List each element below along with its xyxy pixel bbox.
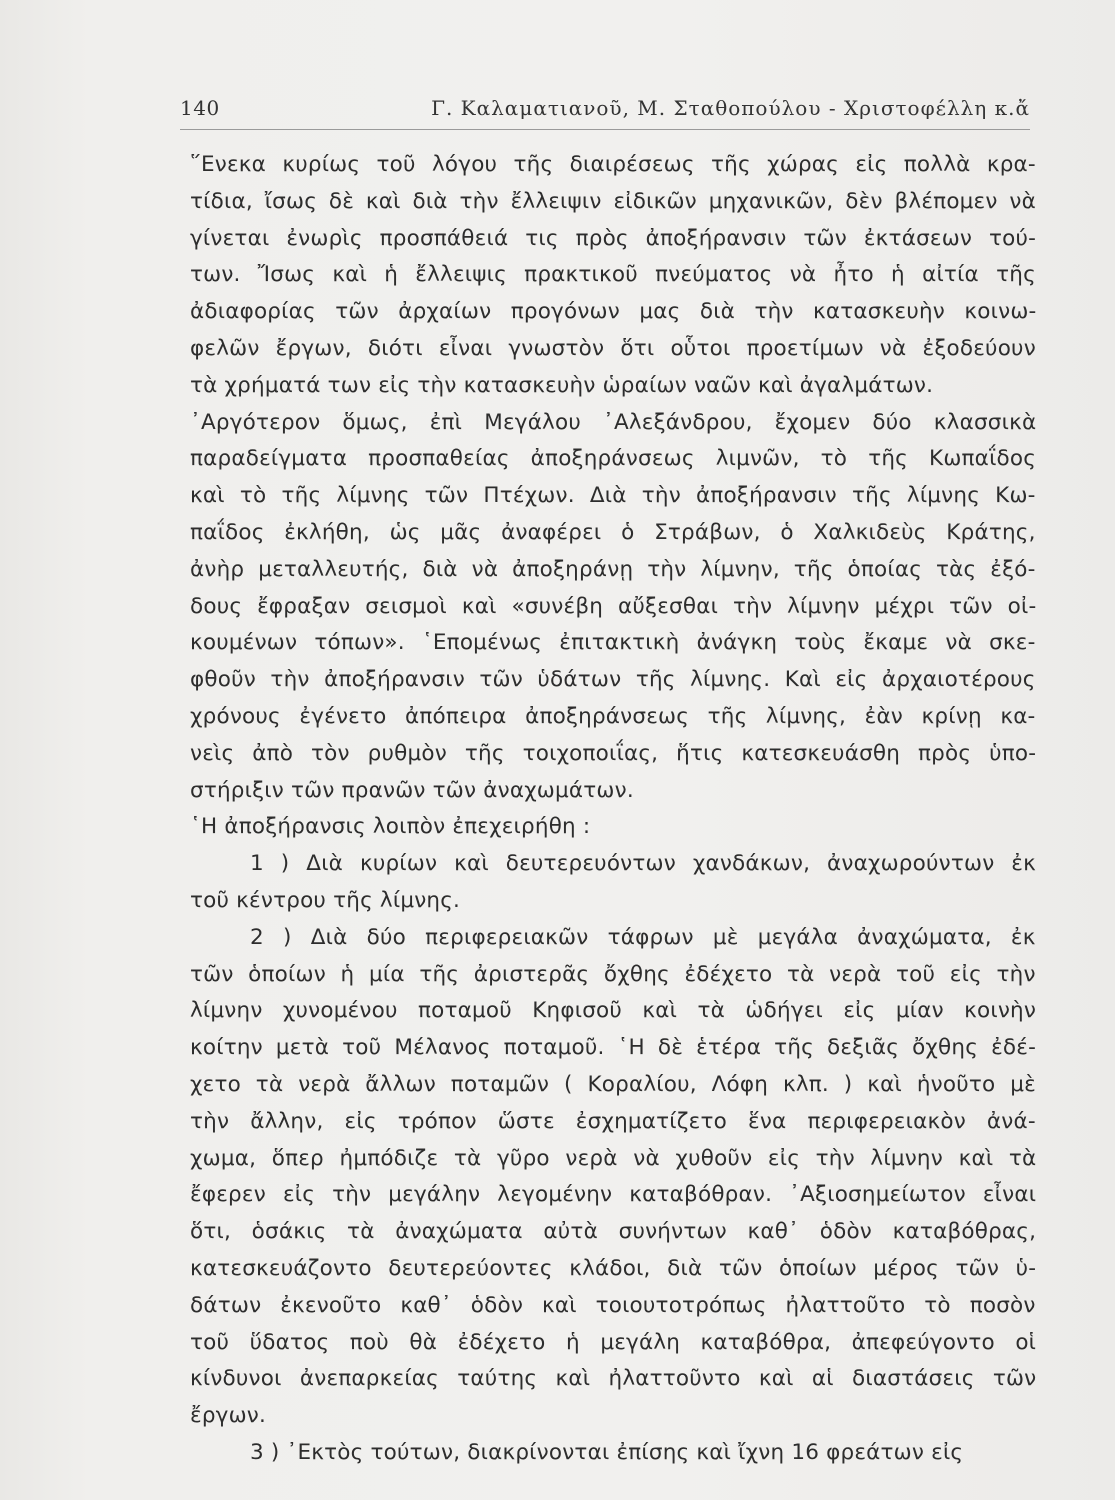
text-line: λίμνην χυνομένου ποταμοῦ Κηφισοῦ καὶ τὰ ὡδήγει εἰς μίαν κοινὴν [190,998,1037,1023]
text-line: κοίτην μετὰ τοῦ Μέλανος ποταμοῦ. ῾Η δὲ ἑτέρα τῆς δεξιᾶς ὄχθης ἐδέ- [190,1035,1037,1060]
text-line: δους ἔφραξαν σεισμοὶ καὶ «συνέβη αὔξεσθαι τὴν λίμνην μέχρι τῶν οἰ- [190,594,1037,619]
text-line: στήριξιν τῶν πρανῶν τῶν ἀναχωμάτων. [190,778,634,803]
text-line: χετο τὰ νερὰ ἄλλων ποταμῶν ( Κοραλίου, Λόφη κλπ. ) καὶ ἡνοῦτο μὲ [190,1072,1036,1097]
text-line: 3 ) ᾿Εκτὸς τούτων, διακρίνονται ἐπίσης καὶ ἴχνη 16 φρεάτων εἰς [250,1440,964,1465]
page-header [180,96,1030,126]
text-line: τῶν ὁποίων ἡ μία τῆς ἀριστερᾶς ὄχθης ἐδέχετο τὰ νερὰ τοῦ εἰς τὴν [190,962,1036,987]
text-line: 1 ) Διὰ κυρίων καὶ δευτερευόντων χανδάκων, ἀναχωρούντων ἐκ [250,851,1037,876]
text-line: νεὶς ἀπὸ τὸν ρυθμὸν τῆς τοιχοποιΐας, ἥτις κατεσκευάσθη πρὸς ὑπο- [190,741,1037,766]
text-line: ᾿Αργότερον ὅμως, ἐπὶ Μεγάλου ᾿Αλεξάνδρου, ἔχομεν δύο κλασσικὰ [190,410,1037,435]
text-line: ἀδιαφορίας τῶν ἀρχαίων προγόνων μας διὰ τὴν κατασκευὴν κοινω- [190,299,1037,324]
text-line: παΐδος ἐκλήθη, ὡς μᾶς ἀναφέρει ὁ Στράβων, ὁ Χαλκιδεὺς Κράτης, [190,520,1036,545]
text-line: φθοῦν τὴν ἀποξήρανσιν τῶν ὑδάτων τῆς λίμνης. Καὶ εἰς ἀρχαιοτέρους [190,667,1036,692]
text-line: τοῦ ὕδατος ποὺ θὰ ἐδέχετο ἡ μεγάλη καταβόθρα, ἀπεφεύγοντο οἱ [190,1330,1037,1355]
text-line: τὰ χρήματά των εἰς τὴν κατασκευὴν ὡραίων ναῶν καὶ ἀγαλμάτων. [190,373,934,398]
text-line: ἀνὴρ μεταλλευτής, διὰ νὰ ἀποξηράνῃ τὴν λίμνην, τῆς ὁποίας τὰς ἐξό- [190,557,1036,582]
text-line: δάτων ἐκενοῦτο καθ᾿ ὁδὸν καὶ τοιουτοτρόπως ἠλαττοῦτο τὸ ποσὸν [190,1293,1036,1318]
text-line: τίδια, ἴσως δὲ καὶ διὰ τὴν ἔλλειψιν εἰδικῶν μηχανικῶν, δὲν βλέπομεν νὰ [190,189,1037,214]
text-line: κίνδυνοι ἀνεπαρκείας ταύτης καὶ ἠλαττοῦντο καὶ αἱ διαστάσεις τῶν [190,1366,1037,1391]
text-line: χρόνους ἐγένετο ἀπόπειρα ἀποξηράνσεως τῆς λίμνης, ἐὰν κρίνῃ κα- [190,704,1036,729]
text-line: κατεσκευάζοντο δευτερεύοντες κλάδοι, διὰ τῶν ὁποίων μέρος τῶν ὑ- [190,1256,1037,1281]
text-line: ἔφερεν εἰς τὴν μεγάλην λεγομένην καταβόθραν. ᾿Αξιοσημείωτον εἶναι [190,1182,1037,1207]
text-line: 2 ) Διὰ δύο περιφερειακῶν τάφρων μὲ μεγάλα ἀναχώματα, ἐκ [250,925,1036,950]
running-head: Γ. Καλαματιανοῦ, Μ. Σταθοπούλου - Χριστοφέλλη κ.ἄ [431,96,1030,120]
text-line: παραδείγματα προσπαθείας ἀποξηράνσεως λιμνῶν, τὸ τῆς Κωπαΐδος [190,446,1037,471]
text-line: χωμα, ὅπερ ἠμπόδιζε τὰ γῦρο νερὰ νὰ χυθοῦν εἰς τὴν λίμνην καὶ τὰ [190,1146,1037,1171]
text-line: τὴν ἄλλην, εἰς τρόπον ὥστε ἐσχηματίζετο ἕνα περιφερειακὸν ἀνά- [190,1109,1036,1134]
text-line: ῾Η ἀποξήρανσις λοιπὸν ἐπεχειρήθη : [190,814,591,839]
text-line: ῞Ενεκα κυρίως τοῦ λόγου τῆς διαιρέσεως τῆς χώρας εἰς πολλὰ κρα- [190,152,1036,177]
text-line: τοῦ κέντρου τῆς λίμνης. [190,888,461,913]
text-line: κουμένων τόπων». ῾Επομένως ἐπιτακτικὴ ἀνάγκη τοὺς ἔκαμε νὰ σκε- [190,630,1036,655]
page-number: 140 [180,96,220,120]
header-rule [180,129,1030,130]
text-line: φελῶν ἔργων, διότι εἶναι γνωστὸν ὅτι οὗτοι προετίμων νὰ ἐξοδεύουν [190,336,1036,361]
text-line: γίνεται ἐνωρὶς προσπάθειά τις πρὸς ἀποξήρανσιν τῶν ἐκτάσεων τού- [190,226,1037,251]
text-line: καὶ τὸ τῆς λίμνης τῶν Πτέχων. Διὰ τὴν ἀποξήρανσιν τῆς λίμνης Κω- [190,483,1036,508]
text-line: ὅτι, ὁσάκις τὰ ἀναχώματα αὐτὰ συνήντων καθ᾿ ὁδὸν καταβόθρας, [190,1219,1037,1244]
text-line: των. Ἴσως καὶ ἡ ἔλλειψις πρακτικοῦ πνεύματος νὰ ἦτο ἡ αἰτία τῆς [190,262,1036,287]
text-line: ἔργων. [190,1403,267,1428]
